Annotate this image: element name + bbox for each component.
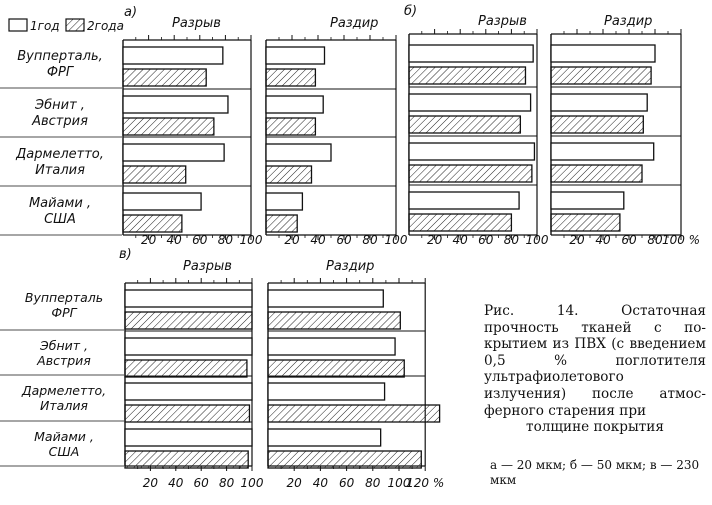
row-label: Вупперталь, (17, 49, 103, 64)
tick-label: 100 (525, 233, 549, 247)
tick-label: 60 (193, 476, 209, 490)
tick-label: 100 (387, 476, 411, 490)
tick-label: 60 (192, 233, 208, 247)
legend-label-2goda: 2года (87, 19, 124, 33)
tick-label: 80 (647, 233, 663, 247)
row-label: ФРГ (46, 65, 74, 80)
tick-label: 20 (140, 233, 157, 247)
bar-1god (268, 429, 381, 446)
row-label: ФРГ (51, 305, 77, 320)
caption-last-line: толщине покрытия (526, 419, 664, 436)
bar-2goda (123, 118, 214, 135)
tick-label: 40 (595, 233, 611, 247)
legend-swatch-2goda (66, 19, 84, 31)
tick-label: 40 (168, 476, 184, 490)
row-label: Эбнит , (35, 98, 85, 113)
bar-1god (125, 383, 252, 400)
bar-1god (551, 192, 624, 209)
panel-label-a: а) (124, 5, 138, 20)
tick-label: 60 (621, 233, 637, 247)
tick-label: 60 (336, 233, 352, 247)
bar-2goda (409, 116, 520, 133)
legend-swatch-1god (9, 19, 27, 31)
bar-1god (266, 144, 331, 161)
caption-text: Рис. 14. Остаточная прочность тканей с покрытием из ПВХ (с введением 0,5 % поглотителя ультрафиолетового излучения) после атмосферного старения при (484, 303, 706, 419)
tick-label: 60 (478, 233, 494, 247)
bar-2goda (268, 405, 440, 422)
row-label: Италия (40, 398, 88, 413)
bar-2goda (123, 215, 182, 232)
tick-label: 20 (569, 233, 585, 247)
bar-2goda (551, 214, 620, 231)
row-label: Австрия (37, 353, 91, 368)
tick-label: 20 (286, 476, 302, 490)
chart-panel-0 (123, 35, 251, 240)
row-label: Австрия (32, 114, 88, 129)
row-label: Италия (35, 163, 85, 178)
bar-2goda (268, 360, 404, 377)
bar-1god (409, 45, 533, 62)
bar-2goda (268, 451, 421, 468)
tick-label: 100 (240, 476, 264, 490)
tick-label: 20 (426, 233, 443, 247)
bar-2goda (266, 166, 312, 183)
legend-label-1god: 1год (30, 19, 60, 33)
tick-label: 20 (142, 476, 159, 490)
panel-title: Раздир (330, 16, 379, 31)
bar-1god (409, 94, 531, 111)
row-label: США (48, 444, 80, 459)
row-label: Дармелетто, (16, 147, 104, 162)
bar-2goda (266, 69, 315, 86)
tick-label: 80 (218, 476, 235, 490)
bar-2goda (125, 312, 252, 329)
tick-label: 40 (310, 233, 326, 247)
chart-panel-3 (551, 29, 681, 240)
bar-1god (123, 193, 201, 210)
bar-2goda (409, 214, 511, 231)
bar-2goda (409, 67, 525, 84)
row-label: США (44, 212, 76, 227)
figure-caption (484, 303, 706, 436)
tick-label: 40 (312, 476, 329, 490)
row-label: Майами , (34, 429, 94, 444)
bar-1god (125, 338, 252, 355)
bar-2goda (266, 215, 297, 232)
tick-label: 40 (166, 233, 182, 247)
bar-2goda (125, 360, 247, 377)
panel-title: Разрыв (172, 16, 221, 31)
panel-title: Раздир (326, 259, 375, 274)
bar-1god (268, 290, 383, 307)
bar-1god (409, 143, 534, 160)
panel-title: Раздир (604, 14, 653, 29)
bar-1god (268, 383, 385, 400)
bar-1god (266, 193, 302, 210)
panel-label-b: б) (404, 4, 418, 19)
tick-label: 120 % (406, 476, 445, 490)
chart-panel-5 (268, 278, 440, 471)
tick-label: 80 (217, 233, 234, 247)
bar-1god (125, 290, 252, 307)
bar-1god (409, 192, 519, 209)
row-label: Майами , (28, 196, 92, 211)
bar-1god (266, 96, 323, 113)
bar-2goda (125, 451, 248, 468)
row-label: Вупперталь (24, 290, 104, 305)
bar-2goda (123, 69, 206, 86)
bar-2goda (551, 116, 643, 133)
bar-2goda (409, 165, 532, 182)
tick-label: 60 (338, 476, 355, 490)
bar-2goda (266, 118, 315, 135)
bar-2goda (268, 312, 400, 329)
panel-title: Разрыв (183, 259, 232, 274)
tick-label: 80 (503, 233, 520, 247)
bar-2goda (125, 405, 249, 422)
bar-1god (268, 338, 395, 355)
bar-2goda (551, 67, 651, 84)
bar-1god (123, 96, 228, 113)
row-label: Дармелетто, (21, 383, 107, 398)
chart-panel-1 (266, 35, 396, 240)
bar-1god (266, 47, 325, 64)
caption-legend: а — 20 мкм; б — 50 мкм; в — 230 мкм (490, 458, 700, 487)
bar-1god (551, 143, 654, 160)
tick-label: 100 (384, 233, 408, 247)
chart-panel-4 (125, 278, 252, 471)
bar-2goda (551, 165, 642, 182)
row-label: Эбнит , (40, 338, 88, 353)
bar-2goda (123, 166, 186, 183)
tick-label: 80 (365, 476, 381, 490)
tick-label: 80 (362, 233, 378, 247)
bar-1god (551, 45, 655, 62)
panel-label-c: в) (119, 247, 132, 262)
bar-1god (123, 144, 224, 161)
bar-1god (125, 429, 252, 446)
tick-label: 100 (239, 233, 263, 247)
bar-1god (123, 47, 223, 64)
tick-label: 40 (452, 233, 468, 247)
tick-label: 100 % (661, 233, 701, 247)
tick-label: 20 (284, 233, 300, 247)
chart-panel-2 (409, 29, 537, 240)
bar-1god (551, 94, 647, 111)
panel-title: Разрыв (478, 14, 527, 29)
